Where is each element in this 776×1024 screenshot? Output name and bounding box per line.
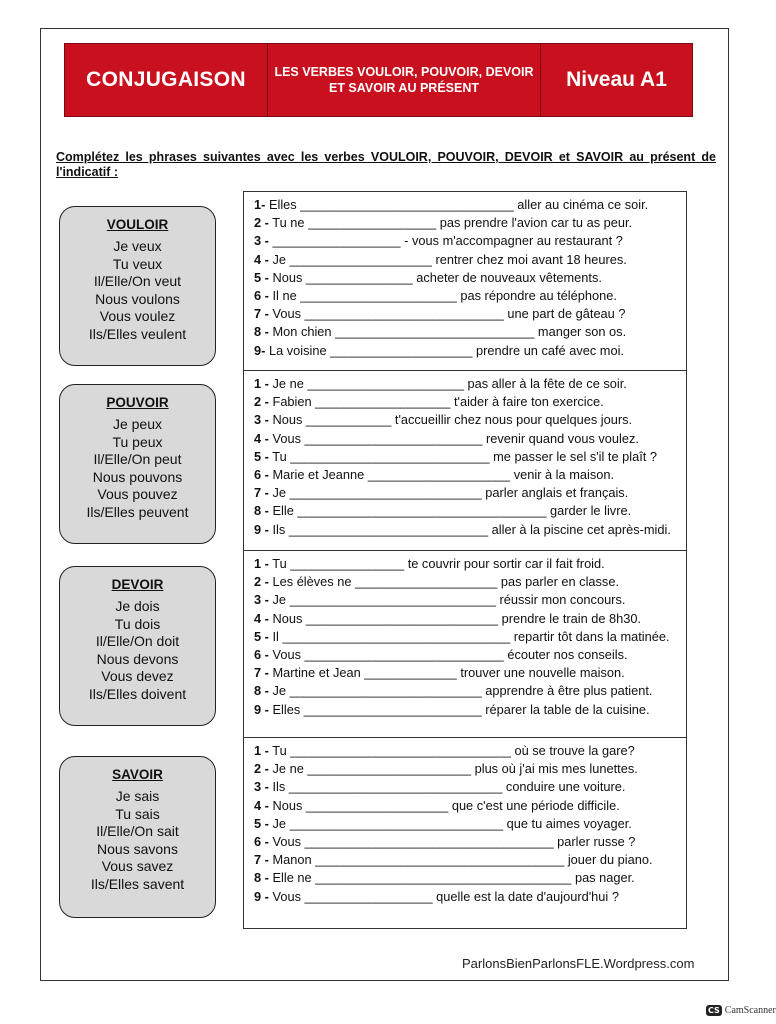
verb-form: Nous voulons bbox=[95, 290, 180, 307]
instructions: Complétez les phrases suivantes avec les verbes VOULOIR, POUVOIR, DEVOIR et SAVOIR au présent de l'indicatif : bbox=[56, 150, 716, 179]
exercise-line bbox=[254, 742, 686, 760]
exercise-number: 1- bbox=[254, 197, 266, 212]
verb-form: Vous savez bbox=[101, 858, 174, 874]
header-title: CONJUGAISON bbox=[65, 44, 268, 116]
camscanner-label: CamScanner bbox=[724, 1005, 776, 1016]
exercise-line bbox=[254, 305, 686, 323]
verb-form: Vous devez bbox=[101, 668, 174, 684]
exercise-sentence: Tu ____________________________ me passer le sel s'il te plaît ? bbox=[272, 448, 658, 464]
exercise-sentence: Elle ___________________________________ garder le livre. bbox=[272, 503, 632, 519]
exercise-sentence: __________________ - vous m'accompagner au restaurant ? bbox=[272, 233, 623, 249]
verb-box-vouloir bbox=[59, 206, 216, 366]
exercise-sentence: Les élèves ne ____________________ pas parler en classe. bbox=[272, 574, 619, 590]
exercise-box-devoir bbox=[243, 550, 687, 738]
exercise-number: 3 - bbox=[254, 412, 269, 428]
exercise-line bbox=[254, 778, 686, 796]
exercise-number: 2 - bbox=[254, 574, 269, 590]
verb-form: Je sais bbox=[115, 788, 160, 804]
verb-form: Il/Elle/On veut bbox=[93, 273, 182, 289]
exercise-line bbox=[254, 628, 686, 646]
verb-form: Tu sais bbox=[115, 805, 160, 822]
exercise-number: 4 - bbox=[254, 797, 269, 813]
exercise-line bbox=[254, 269, 686, 287]
exercise-box-pouvoir bbox=[243, 370, 687, 551]
exercise-number: 1 - bbox=[254, 376, 269, 391]
exercise-line bbox=[254, 323, 686, 341]
exercise-number: 1 - bbox=[254, 556, 269, 571]
header-level: Niveau A1 bbox=[566, 68, 667, 91]
exercise-sentence: Ils ____________________________ aller à la piscine cet après-midi. bbox=[272, 521, 671, 537]
exercise-sentence: Je ne ______________________ pas aller à la fête de ce soir. bbox=[272, 376, 627, 391]
exercise-line bbox=[254, 430, 686, 448]
exercise-number: 8 - bbox=[254, 324, 269, 340]
exercise-number: 8 - bbox=[254, 503, 269, 519]
verb-name: DEVOIR bbox=[111, 577, 164, 592]
exercise-sentence: Nous _______________ acheter de nouveaux vêtements. bbox=[272, 269, 602, 285]
exercise-number: 5 - bbox=[254, 628, 269, 644]
verb-form: Nous pouvons bbox=[92, 468, 183, 485]
verb-name: SAVOIR bbox=[112, 767, 163, 782]
exercise-line bbox=[254, 664, 686, 682]
exercise-line bbox=[254, 466, 686, 484]
exercise-line bbox=[254, 251, 686, 269]
exercise-sentence: Vous ___________________________________ parler russe ? bbox=[272, 833, 636, 849]
exercise-sentence: Je ______________________________ que tu aimes voyager. bbox=[272, 815, 632, 831]
header-banner bbox=[64, 43, 693, 117]
exercise-line bbox=[254, 646, 686, 664]
exercise-sentence: Je ____________________ rentrer chez moi avant 18 heures. bbox=[272, 251, 627, 267]
exercise-sentence: Vous ____________________________ écouter nos conseils. bbox=[272, 646, 628, 662]
camscanner-logo-icon: CS bbox=[708, 1006, 720, 1015]
verb-box-savoir bbox=[59, 756, 216, 918]
exercise-number: 5 - bbox=[254, 815, 269, 831]
verb-form: Je peux bbox=[112, 416, 163, 432]
verb-form: Il/Elle/On doit bbox=[95, 633, 180, 649]
exercise-number: 9 - bbox=[254, 701, 269, 717]
verb-form: Ils/Elles doivent bbox=[88, 685, 187, 702]
exercise-line bbox=[254, 815, 686, 833]
exercise-sentence: Marie et Jeanne ____________________ venir à la maison. bbox=[272, 466, 615, 482]
exercise-line bbox=[254, 196, 686, 214]
exercise-line bbox=[254, 287, 686, 305]
exercise-number: 4 - bbox=[254, 610, 269, 626]
exercise-number: 6 - bbox=[254, 833, 269, 849]
exercise-number: 6 - bbox=[254, 287, 269, 303]
verb-form: Tu peux bbox=[112, 433, 163, 450]
exercise-sentence: Nous ___________________________ prendre le train de 8h30. bbox=[272, 610, 642, 626]
verb-form: Vous pouvez bbox=[97, 486, 178, 502]
header-subtitle: LES VERBES VOULOIR, POUVOIR, DEVOIR ET SAVOIR AU PRÉSENT bbox=[268, 44, 541, 116]
exercise-number: 5 - bbox=[254, 448, 269, 464]
exercise-number: 3 - bbox=[254, 592, 269, 608]
verb-name: VOULOIR bbox=[106, 217, 169, 232]
exercise-number: 4 - bbox=[254, 430, 269, 446]
exercise-line bbox=[254, 375, 686, 393]
verb-form: Nous savons bbox=[97, 840, 178, 857]
exercise-number: 3 - bbox=[254, 779, 269, 795]
verb-form: Nous devons bbox=[96, 650, 179, 667]
exercise-sentence: Tu _______________________________ où se trouve la gare? bbox=[272, 743, 635, 758]
footer-website: ParlonsBienParlonsFLE.Wordpress.com bbox=[462, 956, 695, 971]
exercise-line bbox=[254, 484, 686, 502]
exercise-number: 3 - bbox=[254, 233, 269, 249]
exercise-line bbox=[254, 760, 686, 778]
exercise-line bbox=[254, 411, 686, 429]
verb-box-pouvoir bbox=[59, 384, 216, 544]
exercise-line bbox=[254, 869, 686, 887]
exercise-sentence: Je ___________________________ apprendre à être plus patient. bbox=[272, 683, 653, 699]
exercise-sentence: Je ___________________________ parler anglais et français. bbox=[272, 485, 629, 501]
exercise-sentence: Il ________________________________ repartir tôt dans la matinée. bbox=[272, 628, 670, 644]
verb-form: Tu dois bbox=[114, 615, 161, 632]
exercise-number: 8 - bbox=[254, 683, 269, 699]
exercise-sentence: Elles ______________________________ aller au cinéma ce soir. bbox=[268, 197, 649, 212]
exercise-line bbox=[254, 555, 686, 573]
exercise-line bbox=[254, 682, 686, 700]
exercise-number: 5 - bbox=[254, 269, 269, 285]
exercise-line bbox=[254, 502, 686, 520]
exercise-line bbox=[254, 833, 686, 851]
exercise-sentence: Mon chien ____________________________ manger son os. bbox=[272, 324, 627, 340]
exercise-line bbox=[254, 610, 686, 628]
exercise-number: 7 - bbox=[254, 852, 269, 868]
exercise-number: 7 - bbox=[254, 306, 269, 322]
exercise-number: 6 - bbox=[254, 646, 269, 662]
exercise-line bbox=[254, 393, 686, 411]
exercise-line bbox=[254, 797, 686, 815]
exercise-number: 2 - bbox=[254, 215, 269, 231]
exercise-number: 9 - bbox=[254, 521, 269, 537]
exercise-sentence: Tu ne __________________ pas prendre l'avion car tu as peur. bbox=[272, 215, 633, 231]
exercise-sentence: Vous _________________________ revenir quand vous voulez. bbox=[272, 430, 639, 446]
exercise-line bbox=[254, 851, 686, 869]
exercise-line bbox=[254, 573, 686, 591]
exercise-number: 2 - bbox=[254, 761, 269, 777]
verb-form: Ils/Elles savent bbox=[90, 875, 185, 892]
exercise-sentence: Elle ne ____________________________________ pas nager. bbox=[272, 870, 635, 886]
exercise-sentence: Je _____________________________ réussir mon concours. bbox=[272, 592, 626, 608]
verb-form: Vous voulez bbox=[99, 308, 176, 324]
exercise-sentence: Vous __________________ quelle est la date d'aujourd'hui ? bbox=[272, 888, 619, 904]
verb-name: POUVOIR bbox=[106, 395, 169, 410]
exercise-number: 7 - bbox=[254, 665, 269, 681]
exercise-sentence: Tu ________________ te couvrir pour sortir car il fait froid. bbox=[272, 556, 605, 571]
exercise-number: 9 - bbox=[254, 888, 269, 904]
exercise-line bbox=[254, 701, 686, 719]
verb-form: Ils/Elles veulent bbox=[88, 325, 187, 342]
verb-form: Ils/Elles peuvent bbox=[86, 503, 189, 520]
exercise-line bbox=[254, 342, 686, 360]
exercise-number: 4 - bbox=[254, 251, 269, 267]
exercise-number: 8 - bbox=[254, 870, 269, 886]
exercise-sentence: Nous ____________________ que c'est une période difficile. bbox=[272, 797, 620, 813]
verb-form: Tu veux bbox=[112, 255, 163, 272]
exercise-line bbox=[254, 448, 686, 466]
exercise-sentence: Il ne ______________________ pas répondre au téléphone. bbox=[272, 287, 617, 303]
exercise-sentence: Elles _________________________ réparer la table de la cuisine. bbox=[272, 701, 650, 717]
exercise-box-vouloir bbox=[243, 191, 687, 371]
verb-form: Il/Elle/On sait bbox=[96, 823, 179, 839]
exercise-line bbox=[254, 232, 686, 250]
exercise-box-savoir bbox=[243, 737, 687, 929]
exercise-sentence: Manon ___________________________________ jouer du piano. bbox=[272, 852, 653, 868]
exercise-sentence: Je ne _______________________ plus où j'ai mis mes lunettes. bbox=[272, 761, 638, 777]
exercise-line bbox=[254, 591, 686, 609]
verb-form: Je veux bbox=[113, 238, 162, 254]
exercise-number: 9- bbox=[254, 342, 266, 358]
exercise-sentence: Fabien ___________________ t'aider à faire ton exercice. bbox=[272, 394, 604, 410]
verb-form: Il/Elle/On peut bbox=[93, 451, 182, 467]
exercise-sentence: Martine et Jean _____________ trouver une nouvelle maison. bbox=[272, 665, 625, 681]
exercise-sentence: La voisine ____________________ prendre un café avec moi. bbox=[268, 342, 624, 358]
exercise-line bbox=[254, 521, 686, 539]
exercise-sentence: Ils ______________________________ conduire une voiture. bbox=[272, 779, 626, 795]
exercise-number: 6 - bbox=[254, 466, 269, 482]
exercise-sentence: Vous ____________________________ une part de gâteau ? bbox=[272, 306, 626, 322]
verb-box-devoir bbox=[59, 566, 216, 726]
exercise-number: 1 - bbox=[254, 743, 269, 758]
exercise-line bbox=[254, 214, 686, 232]
exercise-line bbox=[254, 888, 686, 906]
verb-form: Je dois bbox=[115, 598, 160, 614]
exercise-number: 2 - bbox=[254, 394, 269, 410]
exercise-sentence: Nous ____________ t'accueillir chez nous pour quelques jours. bbox=[272, 412, 633, 428]
camscanner-watermark bbox=[706, 1005, 776, 1016]
exercise-number: 7 - bbox=[254, 485, 269, 501]
